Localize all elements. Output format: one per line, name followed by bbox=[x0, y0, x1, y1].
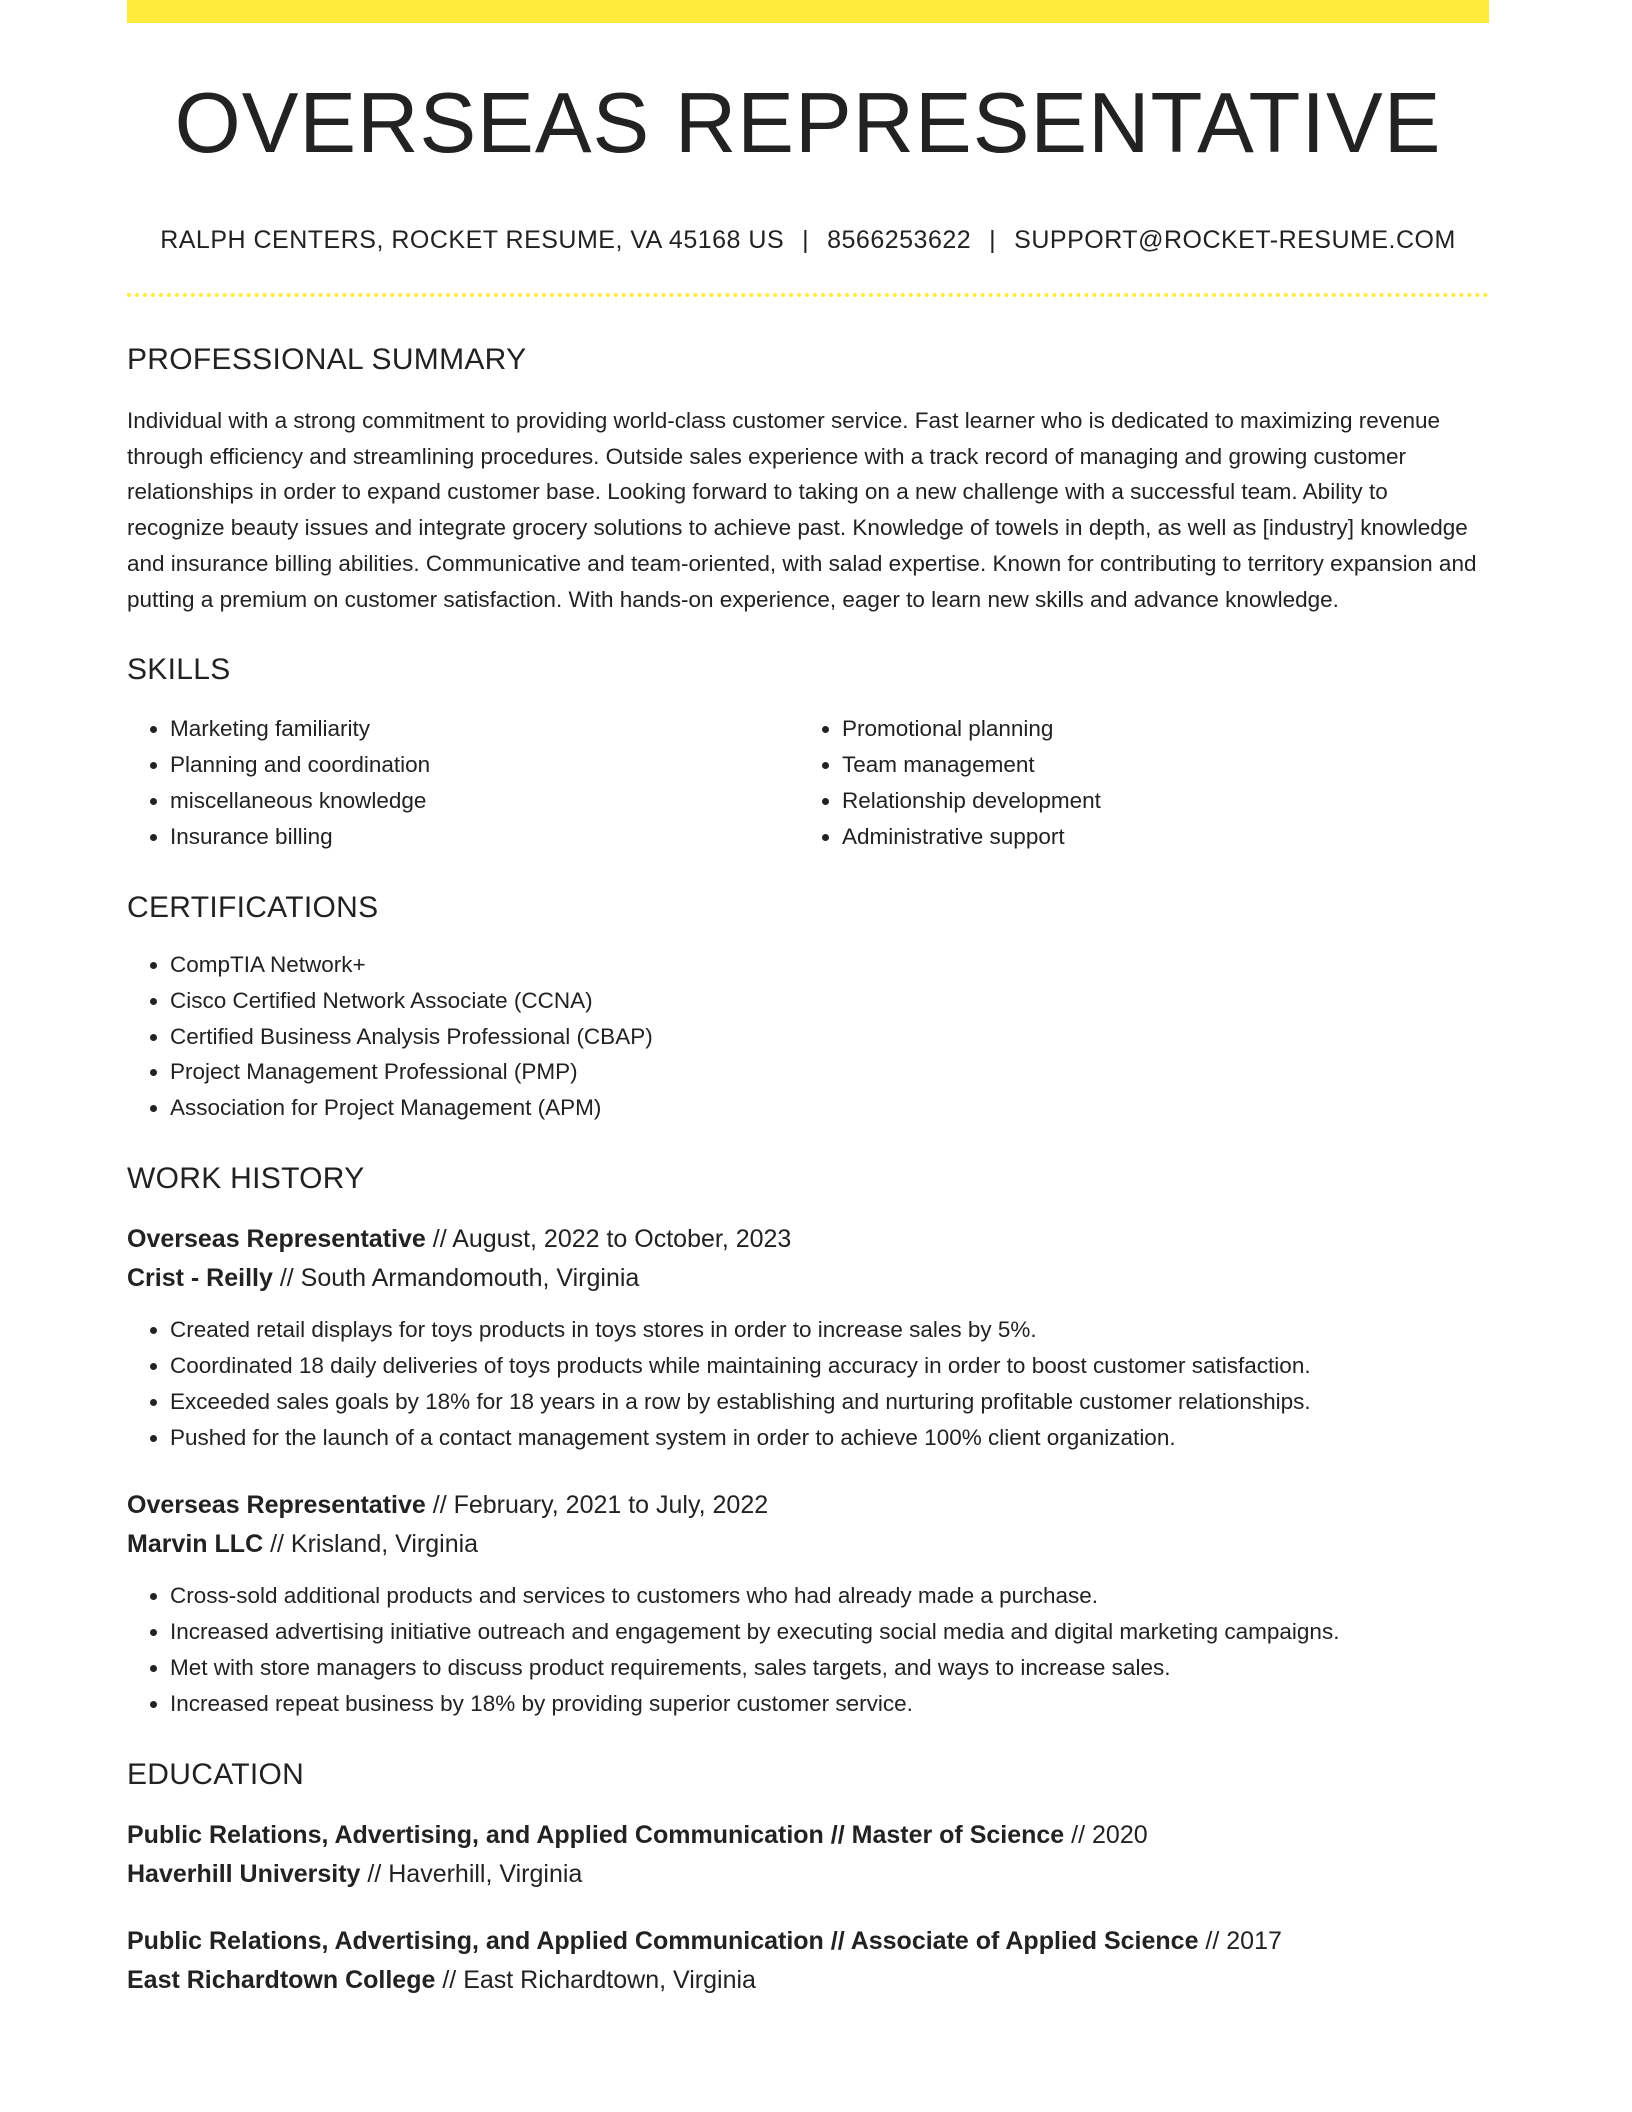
separator: // bbox=[360, 1859, 389, 1888]
contact-separator: | bbox=[989, 226, 997, 254]
section-heading-summary: PROFESSIONAL SUMMARY bbox=[127, 343, 527, 376]
page-title: OVERSEAS REPRESENTATIVE bbox=[174, 76, 1442, 171]
job-bullet: • Pushed for the launch of a contact management system in order to achieve 100% client organization. bbox=[170, 1420, 1489, 1456]
job-dates: February, 2021 to July, 2022 bbox=[453, 1490, 769, 1519]
contact-separator: | bbox=[802, 226, 810, 254]
job-title-line bbox=[127, 1486, 1489, 1525]
section-heading-certifications: CERTIFICATIONS bbox=[127, 891, 379, 925]
skill-item: • Promotional planning bbox=[842, 711, 1471, 747]
certification-item: • Project Management Professional (PMP) bbox=[170, 1054, 1489, 1090]
separator: // bbox=[272, 1263, 301, 1292]
job-title: Overseas Representative bbox=[127, 1490, 426, 1519]
job-company: Crist - Reilly bbox=[127, 1263, 273, 1292]
education-school-line bbox=[127, 1961, 1489, 2000]
job-bullet: • Met with store managers to discuss product requirements, sales targets, and ways to increase sales. bbox=[170, 1650, 1489, 1686]
contact-line bbox=[127, 228, 1489, 253]
job-bullet: • Increased advertising initiative outreach and engagement by executing social media and digital marketing campaigns. bbox=[170, 1614, 1489, 1650]
education-degree: Associate of Applied Science bbox=[850, 1926, 1199, 1955]
skill-item: • Team management bbox=[842, 747, 1471, 783]
education-degree-line bbox=[127, 1922, 1489, 1961]
section-heading-skills: SKILLS bbox=[127, 653, 231, 687]
job-title-line bbox=[127, 1220, 1489, 1259]
skill-item: • Administrative support bbox=[842, 819, 1471, 855]
resume-page bbox=[127, 0, 1489, 2000]
education-degree-line bbox=[127, 1816, 1489, 1855]
accent-top-bar bbox=[127, 0, 1489, 23]
contact-phone: 8566253622 bbox=[827, 226, 972, 254]
education-field: Public Relations, Advertising, and Applied Communication bbox=[127, 1926, 824, 1955]
separator: // bbox=[823, 1820, 852, 1849]
job-location: Krisland, Virginia bbox=[290, 1529, 479, 1558]
job-bullet: • Exceeded sales goals by 18% for 18 years in a row by establishing and nurturing profitable customer relationships. bbox=[170, 1384, 1489, 1420]
separator: // bbox=[425, 1224, 453, 1253]
education-location: Haverhill, Virginia bbox=[388, 1859, 583, 1888]
separator: // bbox=[823, 1926, 851, 1955]
job-company-line bbox=[127, 1259, 1489, 1298]
job-bullets bbox=[127, 1312, 1489, 1456]
skills-column-right bbox=[799, 711, 1471, 855]
skill-item: • Relationship development bbox=[842, 783, 1471, 819]
job-bullet: • Cross-sold additional products and services to customers who had already made a purchase. bbox=[170, 1578, 1489, 1614]
skills-list bbox=[127, 711, 1489, 855]
education-school: Haverhill University bbox=[127, 1859, 361, 1888]
education-degree: Master of Science bbox=[851, 1820, 1065, 1849]
skill-item: • Marketing familiarity bbox=[170, 711, 799, 747]
skill-item: • Planning and coordination bbox=[170, 747, 799, 783]
certification-item: • Cisco Certified Network Associate (CCNA) bbox=[170, 983, 1489, 1019]
separator: // bbox=[425, 1490, 454, 1519]
job-bullet: • Coordinated 18 daily deliveries of toys products while maintaining accuracy in order to boost customer satisfaction. bbox=[170, 1348, 1489, 1384]
job-location: South Armandomouth, Virginia bbox=[300, 1263, 640, 1292]
education-year: 2020 bbox=[1092, 1820, 1148, 1849]
contact-address: RALPH CENTERS, ROCKET RESUME, VA 45168 US bbox=[160, 226, 785, 254]
separator: // bbox=[435, 1965, 464, 1994]
job-bullet: • Increased repeat business by 18% by providing superior customer service. bbox=[170, 1686, 1489, 1722]
education-location: East Richardtown, Virginia bbox=[463, 1965, 756, 1994]
contact-email: SUPPORT@ROCKET-RESUME.COM bbox=[1014, 226, 1456, 254]
summary-text: Individual with a strong commitment to providing world-class customer service. Fast learner who is dedicated to maximizing revenue through efficiency and streamlining procedures. Outside sales experience with a track record of managing and growing customer relationships in order to expand customer base. Looking forward to taking on a new challenge with a successful team. Ability to recognize beauty issues and integrate grocery solutions to achieve past. Knowledge of towels in depth, as well as [industry] knowledge and insurance billing abilities. Communicative and team-oriented, with salad expertise. Known for contributing to territory expansion and putting a premium on customer satisfaction. With hands-on experience, eager to learn new skills and advance knowledge. bbox=[127, 408, 1477, 612]
education-year: 2017 bbox=[1226, 1926, 1282, 1955]
job-dates: August, 2022 to October, 2023 bbox=[452, 1224, 792, 1253]
certifications-list bbox=[127, 947, 1489, 1126]
certification-item: • Certified Business Analysis Professional (CBAP) bbox=[170, 1019, 1489, 1055]
skills-column-left bbox=[127, 711, 799, 855]
education-field: Public Relations, Advertising, and Applied Communication bbox=[127, 1820, 824, 1849]
education-school-line bbox=[127, 1855, 1489, 1894]
skill-item: • miscellaneous knowledge bbox=[170, 783, 799, 819]
education-school: East Richardtown College bbox=[127, 1965, 436, 1994]
certification-item: • Association for Project Management (APM) bbox=[170, 1090, 1489, 1126]
separator: // bbox=[263, 1529, 291, 1558]
section-heading-work-history: WORK HISTORY bbox=[127, 1161, 365, 1195]
job-bullet: • Created retail displays for toys products in toys stores in order to increase sales by 5%. bbox=[170, 1312, 1489, 1348]
job-company: Marvin LLC bbox=[127, 1529, 264, 1558]
certification-item: • CompTIA Network+ bbox=[170, 947, 1489, 983]
skill-item: • Insurance billing bbox=[170, 819, 799, 855]
job-company-line bbox=[127, 1525, 1489, 1564]
separator: // bbox=[1198, 1926, 1227, 1955]
separator: // bbox=[1064, 1820, 1093, 1849]
job-title: Overseas Representative bbox=[127, 1224, 426, 1253]
dotted-divider bbox=[127, 293, 1489, 297]
section-heading-education: EDUCATION bbox=[127, 1757, 305, 1791]
job-bullets bbox=[127, 1578, 1489, 1722]
